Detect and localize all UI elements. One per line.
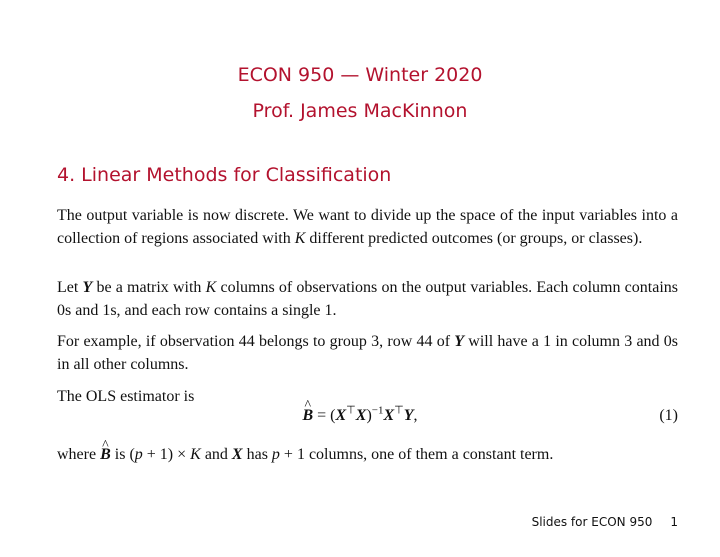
- page-number: 1: [670, 515, 678, 529]
- paragraph-matrix-y: Let Y be a matrix with K columns of observations on the output variables. Each column contains 0s and 1s, and each row contains a single 1.: [57, 279, 679, 319]
- section-heading: 4. Linear Methods for Classification: [57, 164, 392, 186]
- instructor-name: Prof. James MacKinnon: [252, 100, 468, 122]
- slide-footer: [532, 515, 678, 529]
- paragraph-intro: The output variable is now discrete. We want to divide up the space of the input variables into a collection of regions associated with K different predicted outcomes (or groups, or classes).: [57, 207, 678, 247]
- equation-number: (1): [659, 407, 678, 424]
- footer-label: Slides for ECON 950: [531, 515, 653, 529]
- ols-equation: ^ $B = (X^⊤X)^{-1}X^⊤Y$,: [0, 407, 720, 425]
- paragraph-ols-intro: The OLS estimator is: [57, 388, 195, 405]
- paragraph-dimensions: where ^ B is (p + 1) × K and X has p + 1 columns, one of them a constant term.: [57, 443, 678, 466]
- paragraph-example: For example, if observation 44 belongs to group 3, row 44 of Y will have a 1 in column 3 and 0s in all other columns.: [57, 333, 678, 373]
- course-title: ECON 950 — Winter 2020: [237, 64, 483, 86]
